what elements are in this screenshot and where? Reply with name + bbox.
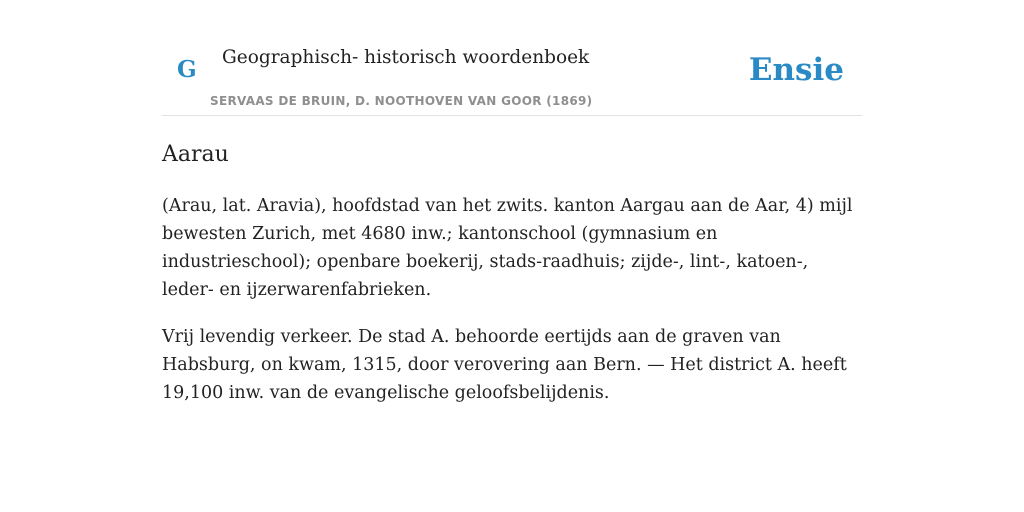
entry-body	[162, 192, 862, 426]
book-title-link[interactable]: Geographisch- historisch woordenboek	[222, 47, 590, 68]
book-author: SERVAAS DE BRUIN, D. NOOTHOVEN VAN GOOR (1869)	[210, 94, 593, 108]
entry-title: Aarau	[162, 142, 229, 167]
book-header	[162, 0, 862, 116]
page	[162, 0, 862, 512]
entry-paragraph: Vrij levendig verkeer. De stad A. behoorde eertijds aan de graven van Habsburg, on kwam, 1315, door verovering aan Bern. — Het district A. heeft 19,100 inw. van de evangelische geloofsbelijdenis.	[162, 327, 847, 403]
entry-paragraph: (Arau, lat. Aravia), hoofdstad van het zwits. kanton Aargau aan de Aar, 4) mijl bewesten Zurich, met 4680 inw.; kantonschool (gymnasium en industrieschool); openbare boekerij, stads-raadhuis; zijde-, lint-, katoen-, leder- en ijzerwarenfabrieken.	[162, 196, 853, 300]
book-letter-link[interactable]: G	[177, 56, 197, 83]
ensie-logo-link[interactable]: Ensie	[748, 52, 844, 88]
